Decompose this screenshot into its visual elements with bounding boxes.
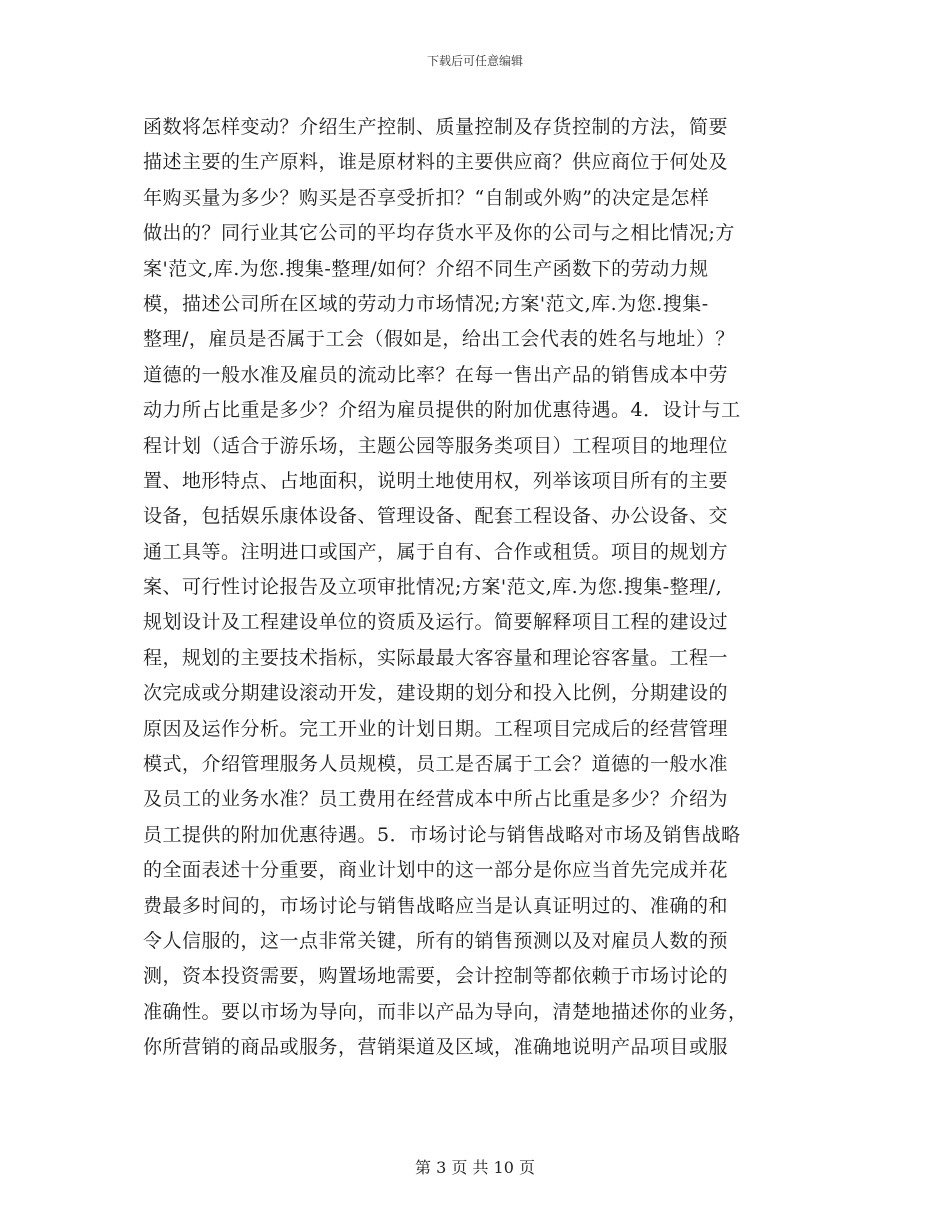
text-line: 案、可行性讨论报告及立项审批情况;方案'范文,库.为您.搜集-整理/, xyxy=(143,576,723,599)
text-line: 函数将怎样变动？介绍生产控制、质量控制及存货控制的方法，简要 xyxy=(143,116,729,138)
text-line: 令人信服的，这一点非常关键，所有的销售预测以及对雇员人数的预 xyxy=(143,929,729,952)
text-line: 测，资本投资需要，购置场地需要，会计控制等都依赖于市场讨论的 xyxy=(143,965,729,988)
text-line: 动力所占比重是多少？介绍为雇员提供的附加优惠待遇。4．设计与工 xyxy=(143,399,741,422)
text-line: 模，描述公司所在区域的劳动力市场情况;方案'范文,库.为您.搜集- xyxy=(143,292,709,315)
text-line: 程计划（适合于游乐场，主题公园等服务类项目）工程项目的地理位 xyxy=(143,434,729,457)
text-line: 原因及运作分析。完工开业的计划日期。工程项目完成后的经营管理 xyxy=(143,717,729,740)
document-body xyxy=(143,110,808,1066)
text-line: 规划设计及工程建设单位的资质及运行。简要解释项目工程的建设过 xyxy=(143,611,729,634)
text-line: 案'范文,库.为您.搜集-整理/如何？介绍不同生产函数下的劳动力规 xyxy=(143,257,709,280)
text-line: 的全面表述十分重要，商业计划中的这一部分是你应当首先完成并花 xyxy=(143,859,729,882)
text-line: 你所营销的商品或服务，营销渠道及区域，准确地说明产品项目或服 xyxy=(143,1036,729,1059)
text-line: 置、地形特点、占地面积，说明土地使用权，列举该项目所有的主要 xyxy=(143,469,729,492)
text-line: 程，规划的主要技术指标，实际最最大客容量和理论容客量。工程一 xyxy=(143,646,729,669)
text-line: 年购买量为多少？购买是否享受折扣？“自制或外购”的决定是怎样 xyxy=(143,186,710,209)
text-line: 通工具等。注明进口或国产，属于自有、合作或租赁。项目的规划方 xyxy=(143,540,729,563)
text-line: 做出的？同行业其它公司的平均存货水平及你的公司与之相比情况;方 xyxy=(143,222,735,245)
text-line: 及员工的业务水准？员工费用在经营成本中所占比重是多少？介绍为 xyxy=(143,788,729,811)
page-header: 下载后可任意编辑 xyxy=(426,54,523,68)
text-line: 道德的一般水准及雇员的流动比率？在每一售出产品的销售成本中劳 xyxy=(143,363,729,386)
text-line: 费最多时间的，市场讨论与销售战略应当是认真证明过的、准确的和 xyxy=(143,894,729,917)
text-line: 设备，包括娱乐康体设备、管理设备、配套工程设备、办公设备、交 xyxy=(143,505,729,528)
text-line: 模式，介绍管理服务人员规模，员工是否属于工会？道德的一般水准 xyxy=(143,753,729,776)
text-line: 员工提供的附加优惠待遇。5．市场讨论与销售战略对市场及销售战略 xyxy=(143,823,741,846)
text-line: 准确性。要以市场为导向，而非以产品为导向，清楚地描述你的业务， xyxy=(143,1000,748,1023)
text-line: 次完成或分期建设滚动开发，建设期的划分和投入比例，分期建设的 xyxy=(143,682,729,705)
text-line: 描述主要的生产原料，谁是原材料的主要供应商？供应商位于何处及 xyxy=(143,151,729,174)
page-footer: 第 3 页 共 10 页 xyxy=(415,1158,535,1177)
text-line: 整理/，雇员是否属于工会（假如是，给出工会代表的姓名与地址）？ xyxy=(143,328,735,351)
